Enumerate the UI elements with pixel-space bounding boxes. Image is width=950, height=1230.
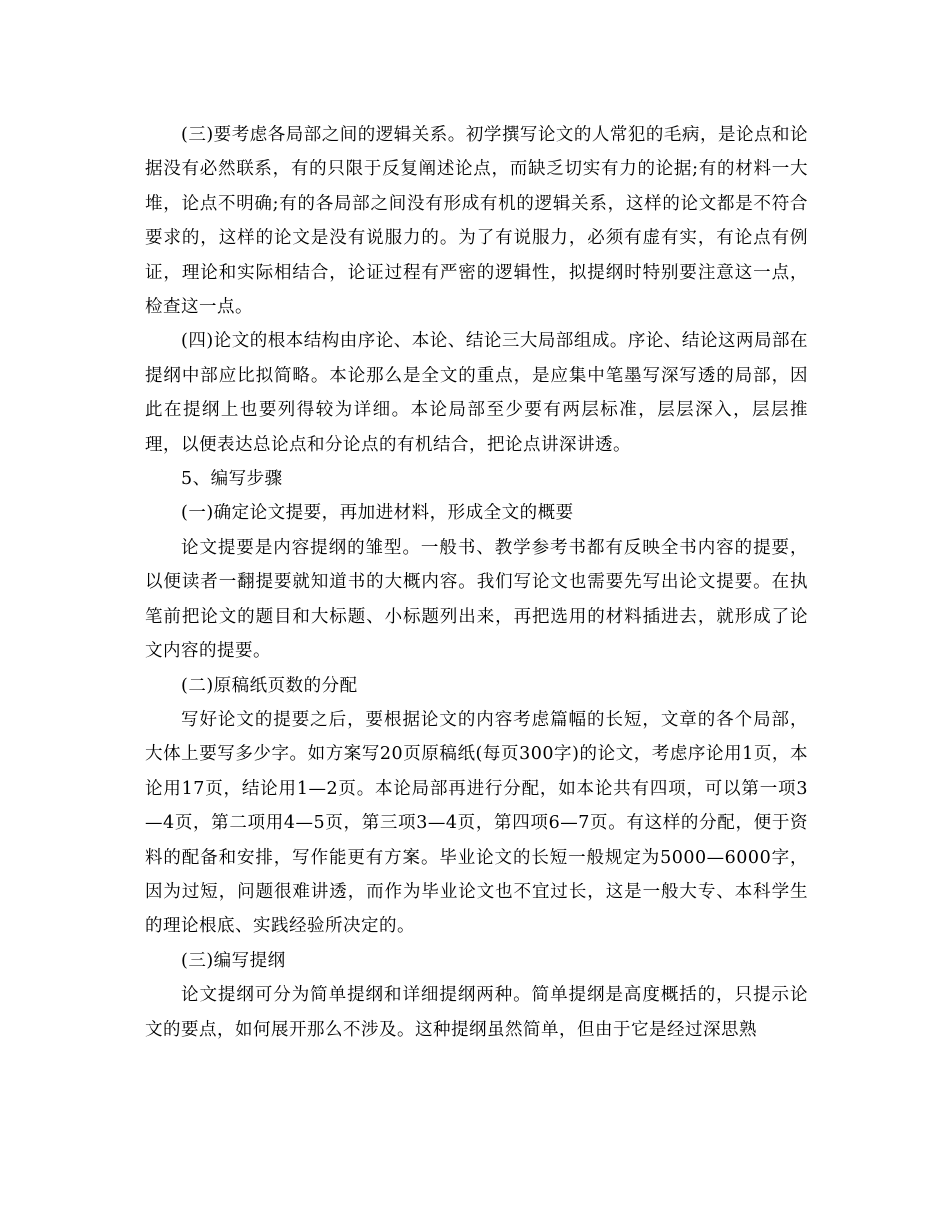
subheading-outline: (三)编写提纲	[181, 950, 286, 971]
paragraph-page-allocation: 写好论文的提要之后，要根据论文的内容考虑篇幅的长短，文章的各个局部，大体上要写多少字。如方案写20页原稿纸(每页300字)的论文，考虑序论用1页，本论用17页，结论用1—2页。本论局部再进行分配，如本论共有四项，可以第一项3—4页，第二项用4—5页，第三项3—4页，第四项6—7页。有这样的分配，便于资料的配备和安排，写作能更有方案。毕业论文的长短一般规定为5000—6000字，因为过短，问题很难讲透，而作为毕业论文也不宜过长，这是一般大专、本科学生的理论根底、实践经验所决定的。	[145, 709, 808, 937]
paragraph-logic-relations: (三)要考虑各局部之间的逻辑关系。初学撰写论文的人常犯的毛病，是论点和论据没有必然联系，有的只限于反复阐述论点，而缺乏切实有力的论据;有的材料一大堆，论点不明确;有的各局部之间没有形成有机的逻辑关系，这样的论文都是不符合要求的，这样的论文是没有说服力的。为了有说服力，必须有虚有实，有论点有例证，理论和实际相结合，论证过程有严密的逻辑性，拟提纲时特别要注意这一点，检查这一点。	[145, 125, 808, 318]
paragraph-summary: 论文提要是内容提纲的雏型。一般书、教学参考书都有反映全书内容的提要，以便读者一翻提要就知道书的大概内容。我们写论文也需要先写出论文提要。在执笔前把论文的题目和大标题、小标题列出来，再把选用的材料插进去，就形成了论文内容的提要。	[145, 537, 808, 662]
document-body	[145, 118, 808, 1047]
subheading-determine-summary: (一)确定论文提要，再加进材料，形成全文的概要	[181, 503, 574, 524]
section-heading-writing-steps: 5、编写步骤	[181, 469, 283, 490]
subheading-page-allocation: (二)原稿纸页数的分配	[181, 675, 358, 696]
paragraph-outline: 论文提纲可分为简单提纲和详细提纲两种。简单提纲是高度概括的，只提示论文的要点，如何展开那么不涉及。这种提纲虽然简单，但由于它是经过深思熟	[145, 985, 808, 1040]
paragraph-basic-structure: (四)论文的根本结构由序论、本论、结论三大局部组成。序论、结论这两局部在提纲中部应比拟简略。本论那么是全文的重点，是应集中笔墨写深写透的局部，因此在提纲上也要列得较为详细。本论局部至少要有两层标准，层层深入，层层推理，以便表达总论点和分论点的有机结合，把论点讲深讲透。	[145, 331, 808, 455]
